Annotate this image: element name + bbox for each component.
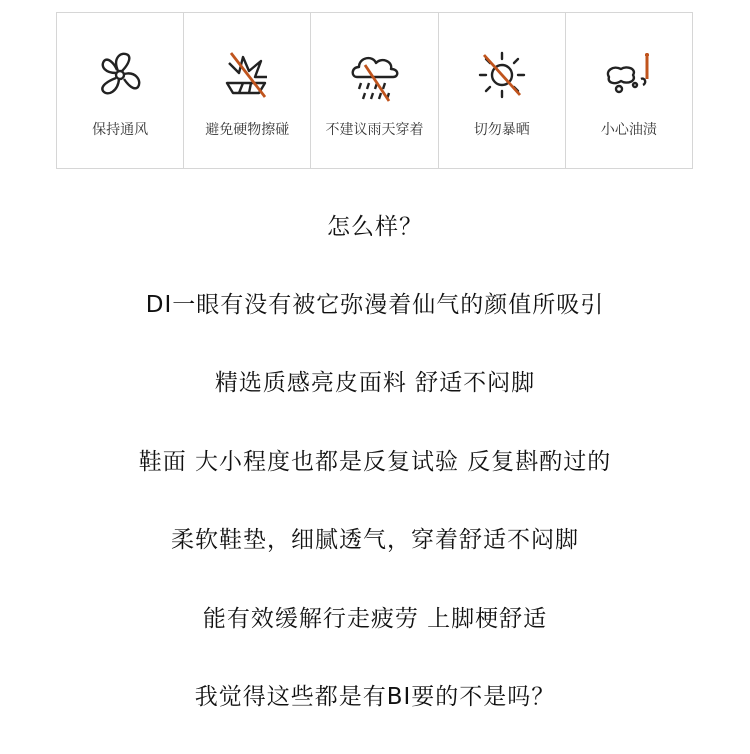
no-sun-icon [470, 43, 534, 107]
text-line: 精选质感亮皮面料 舒适不闷脚 [214, 370, 536, 396]
care-label: 保持通风 [92, 122, 149, 138]
no-rain-icon [343, 43, 407, 107]
oil-stain-icon [597, 43, 661, 107]
care-instructions-panel [56, 12, 693, 169]
text-line: 柔软鞋垫，细腻透气，穿着舒适不闷脚 [171, 527, 579, 553]
care-item-no-sun [438, 13, 565, 168]
text-line: 鞋面 大小程度也都是反复试验 反复斟酌过的 [138, 449, 612, 475]
care-item-avoid-scratch [183, 13, 310, 168]
care-label: 不建议雨天穿着 [325, 122, 424, 138]
text-line: 能有效缓解行走疲劳 上脚梗舒适 [202, 606, 548, 632]
text-line: DI一眼有没有被它弥漫着仙气的颜值所吸引 [145, 292, 605, 318]
care-label: 小心油渍 [600, 122, 657, 138]
care-item-ventilation [57, 13, 183, 168]
care-item-oil-stain [565, 13, 692, 168]
text-line: 我觉得这些都是有BI要的不是吗？ [194, 684, 556, 710]
care-item-no-rain [310, 13, 437, 168]
care-label: 切勿暴晒 [473, 122, 530, 138]
care-label: 避免硬物擦碰 [205, 122, 290, 138]
no-hard-objects-icon [215, 43, 279, 107]
fan-icon [88, 43, 152, 107]
text-line: 怎么样？ [327, 214, 423, 240]
